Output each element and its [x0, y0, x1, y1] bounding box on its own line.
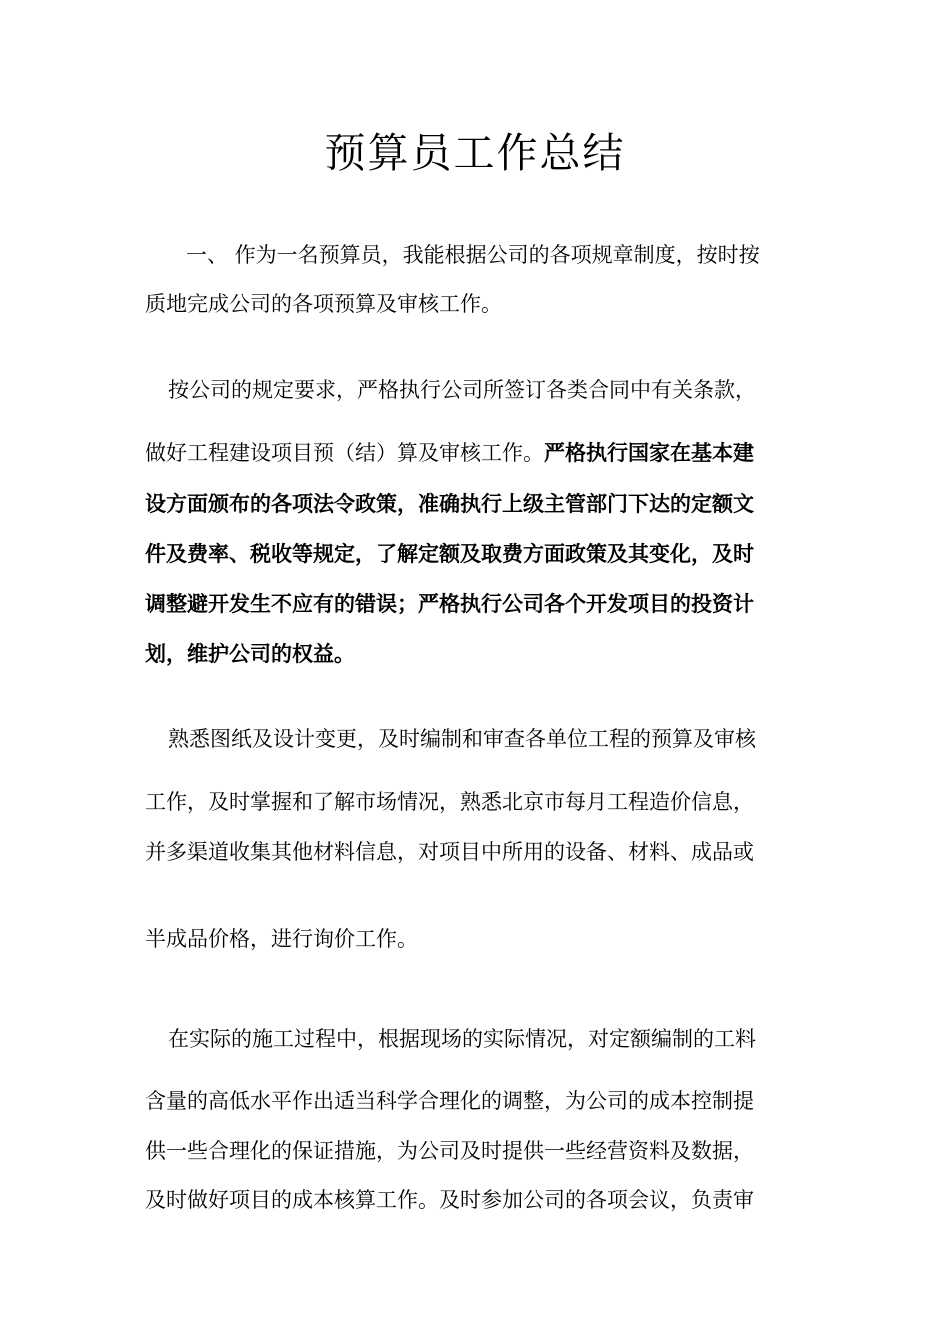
paragraph-3-line-4: 半成品价格，进行询价工作。 [145, 927, 418, 951]
paragraph-2-line-2-normal: 做好工程建设项目预（结）算及审核工作。 [145, 441, 544, 465]
paragraph-2-line-2-bold: 严格执行国家在基本建 [544, 440, 754, 465]
paragraph-2-line-3: 设方面颁布的各项法令政策，准确执行上级主管部门下达的定额文 [145, 491, 754, 516]
paragraph-2-line-4: 件及费率、税收等规定，了解定额及取费方面政策及其变化，及时 [145, 541, 754, 566]
paragraph-1-line-1: 一、 作为一名预算员，我能根据公司的各项规章制度，按时按 [186, 243, 760, 267]
paragraph-3-line-2: 工作，及时掌握和了解市场情况，熟悉北京市每月工程造价信息， [145, 790, 754, 814]
paragraph-3-line-1: 熟悉图纸及设计变更，及时编制和审查各单位工程的预算及审核 [168, 727, 756, 751]
paragraph-4-line-2: 含量的高低水平作出适当科学合理化的调整，为公司的成本控制提 [145, 1089, 754, 1113]
paragraph-4-line-4: 及时做好项目的成本核算工作。及时参加公司的各项会议，负责审 [145, 1188, 754, 1212]
paragraph-2-line-5: 调整避开发生不应有的错误；严格执行公司各个开发项目的投资计 [145, 591, 754, 616]
document-title: 预算员工作总结 [324, 129, 626, 177]
paragraph-2-line-1: 按公司的规定要求，严格执行公司所签订各类合同中有关条款， [168, 378, 756, 402]
paragraph-4-line-1: 在实际的施工过程中，根据现场的实际情况，对定额编制的工料 [168, 1027, 756, 1051]
paragraph-2-line-2 [145, 439, 805, 467]
paragraph-3-line-3: 并多渠道收集其他材料信息，对项目中所用的设备、材料、成品或 [145, 840, 754, 864]
paragraph-2-line-6: 划，维护公司的权益。 [145, 641, 355, 666]
paragraph-1-line-2: 质地完成公司的各项预算及审核工作。 [145, 292, 502, 316]
paragraph-4-line-3: 供一些合理化的保证措施，为公司及时提供一些经营资料及数据， [145, 1139, 754, 1163]
